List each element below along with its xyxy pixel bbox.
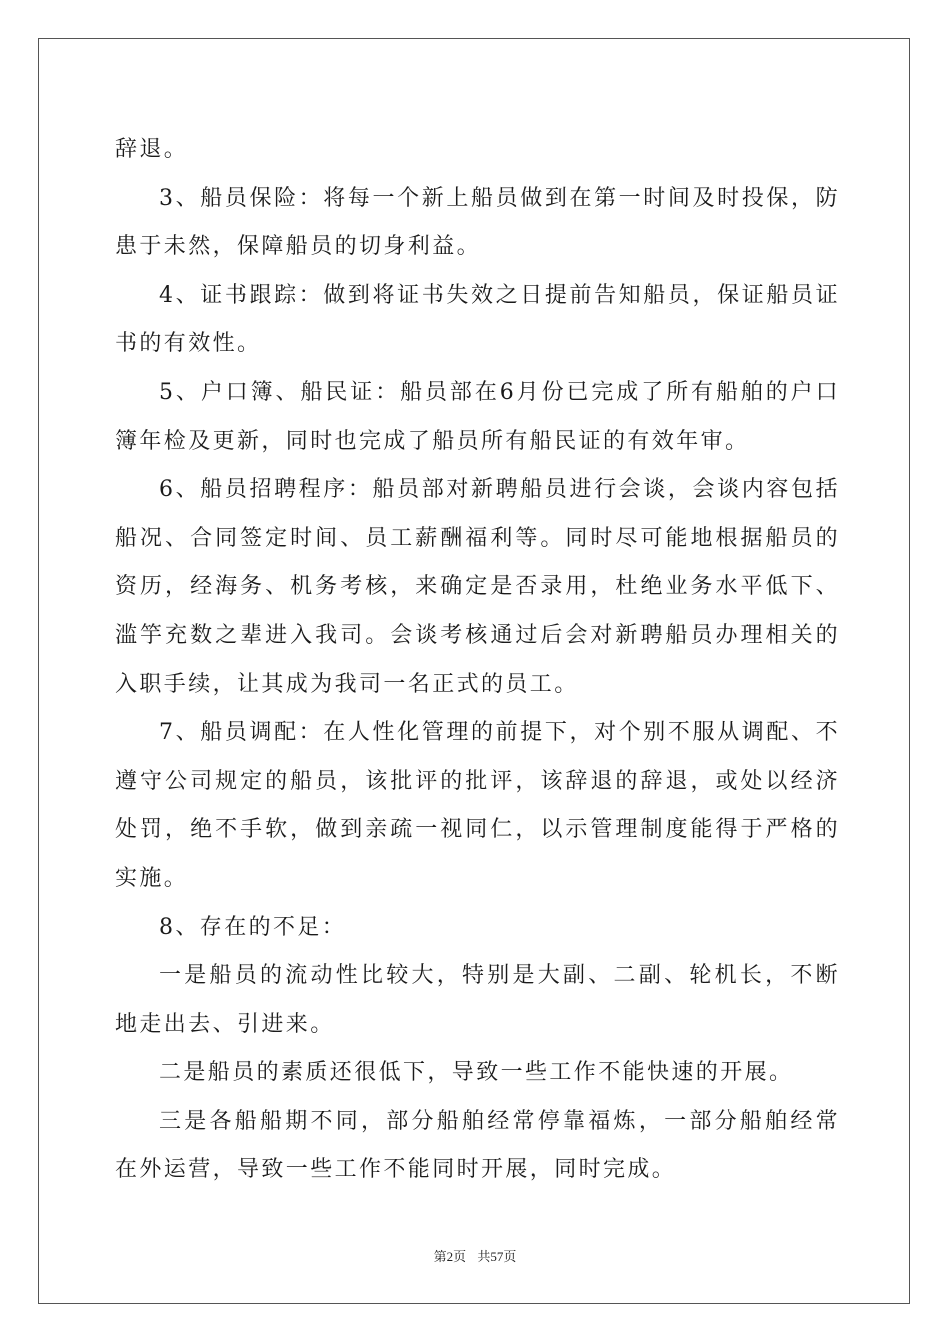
paragraph: 4、证书跟踪：做到将证书失效之日提前告知船员，保证船员证书的有效性。 (115, 282, 840, 357)
paragraph: 二是船员的素质还很低下，导致一些工作不能快速的开展。 (159, 1060, 794, 1086)
page-total: 共57页 (477, 1249, 517, 1264)
page-number: 第2页 (433, 1249, 467, 1264)
paragraph: 3、船员保险：将每一个新上船员做到在第一时间及时投保，防患于未然，保障船员的切身利益。 (115, 185, 840, 260)
document-body (115, 126, 840, 1195)
paragraph: 8、存在的不足： (159, 914, 347, 940)
paragraph: 三是各船船期不同，部分船舶经常停靠福炼，一部分船舶经常在外运营，导致一些工作不能同时开展，同时完成。 (115, 1108, 840, 1183)
paragraph: 6、船员招聘程序：船员部对新聘船员进行会谈，会谈内容包括船况、合同签定时间、员工薪酬福利等。同时尽可能地根据船员的资历，经海务、机务考核，来确定是否录用，杜绝业务水平低下、滥竽充数之辈进入我司。会谈考核通过后会对新聘船员办理相关的入职手续，让其成为我司一名正式的员工。 (115, 477, 840, 697)
paragraph: 辞退。 (115, 137, 189, 162)
page-footer (0, 1246, 950, 1265)
paragraph: 5、户口簿、船民证：船员部在6月份已完成了所有船舶的户口簿年检及更新，同时也完成了船员所有船民证的有效年审。 (115, 379, 840, 454)
paragraph: 一是船员的流动性比较大，特别是大副、二副、轮机长，不断地走出去、引进来。 (115, 963, 840, 1037)
paragraph: 7、船员调配：在人性化管理的前提下，对个别不服从调配、不遵守公司规定的船员，该批评的批评，该辞退的辞退，或处以经济处罚，绝不手软，做到亲疏一视同仁，以示管理制度能得于严格的实施。 (115, 720, 840, 891)
